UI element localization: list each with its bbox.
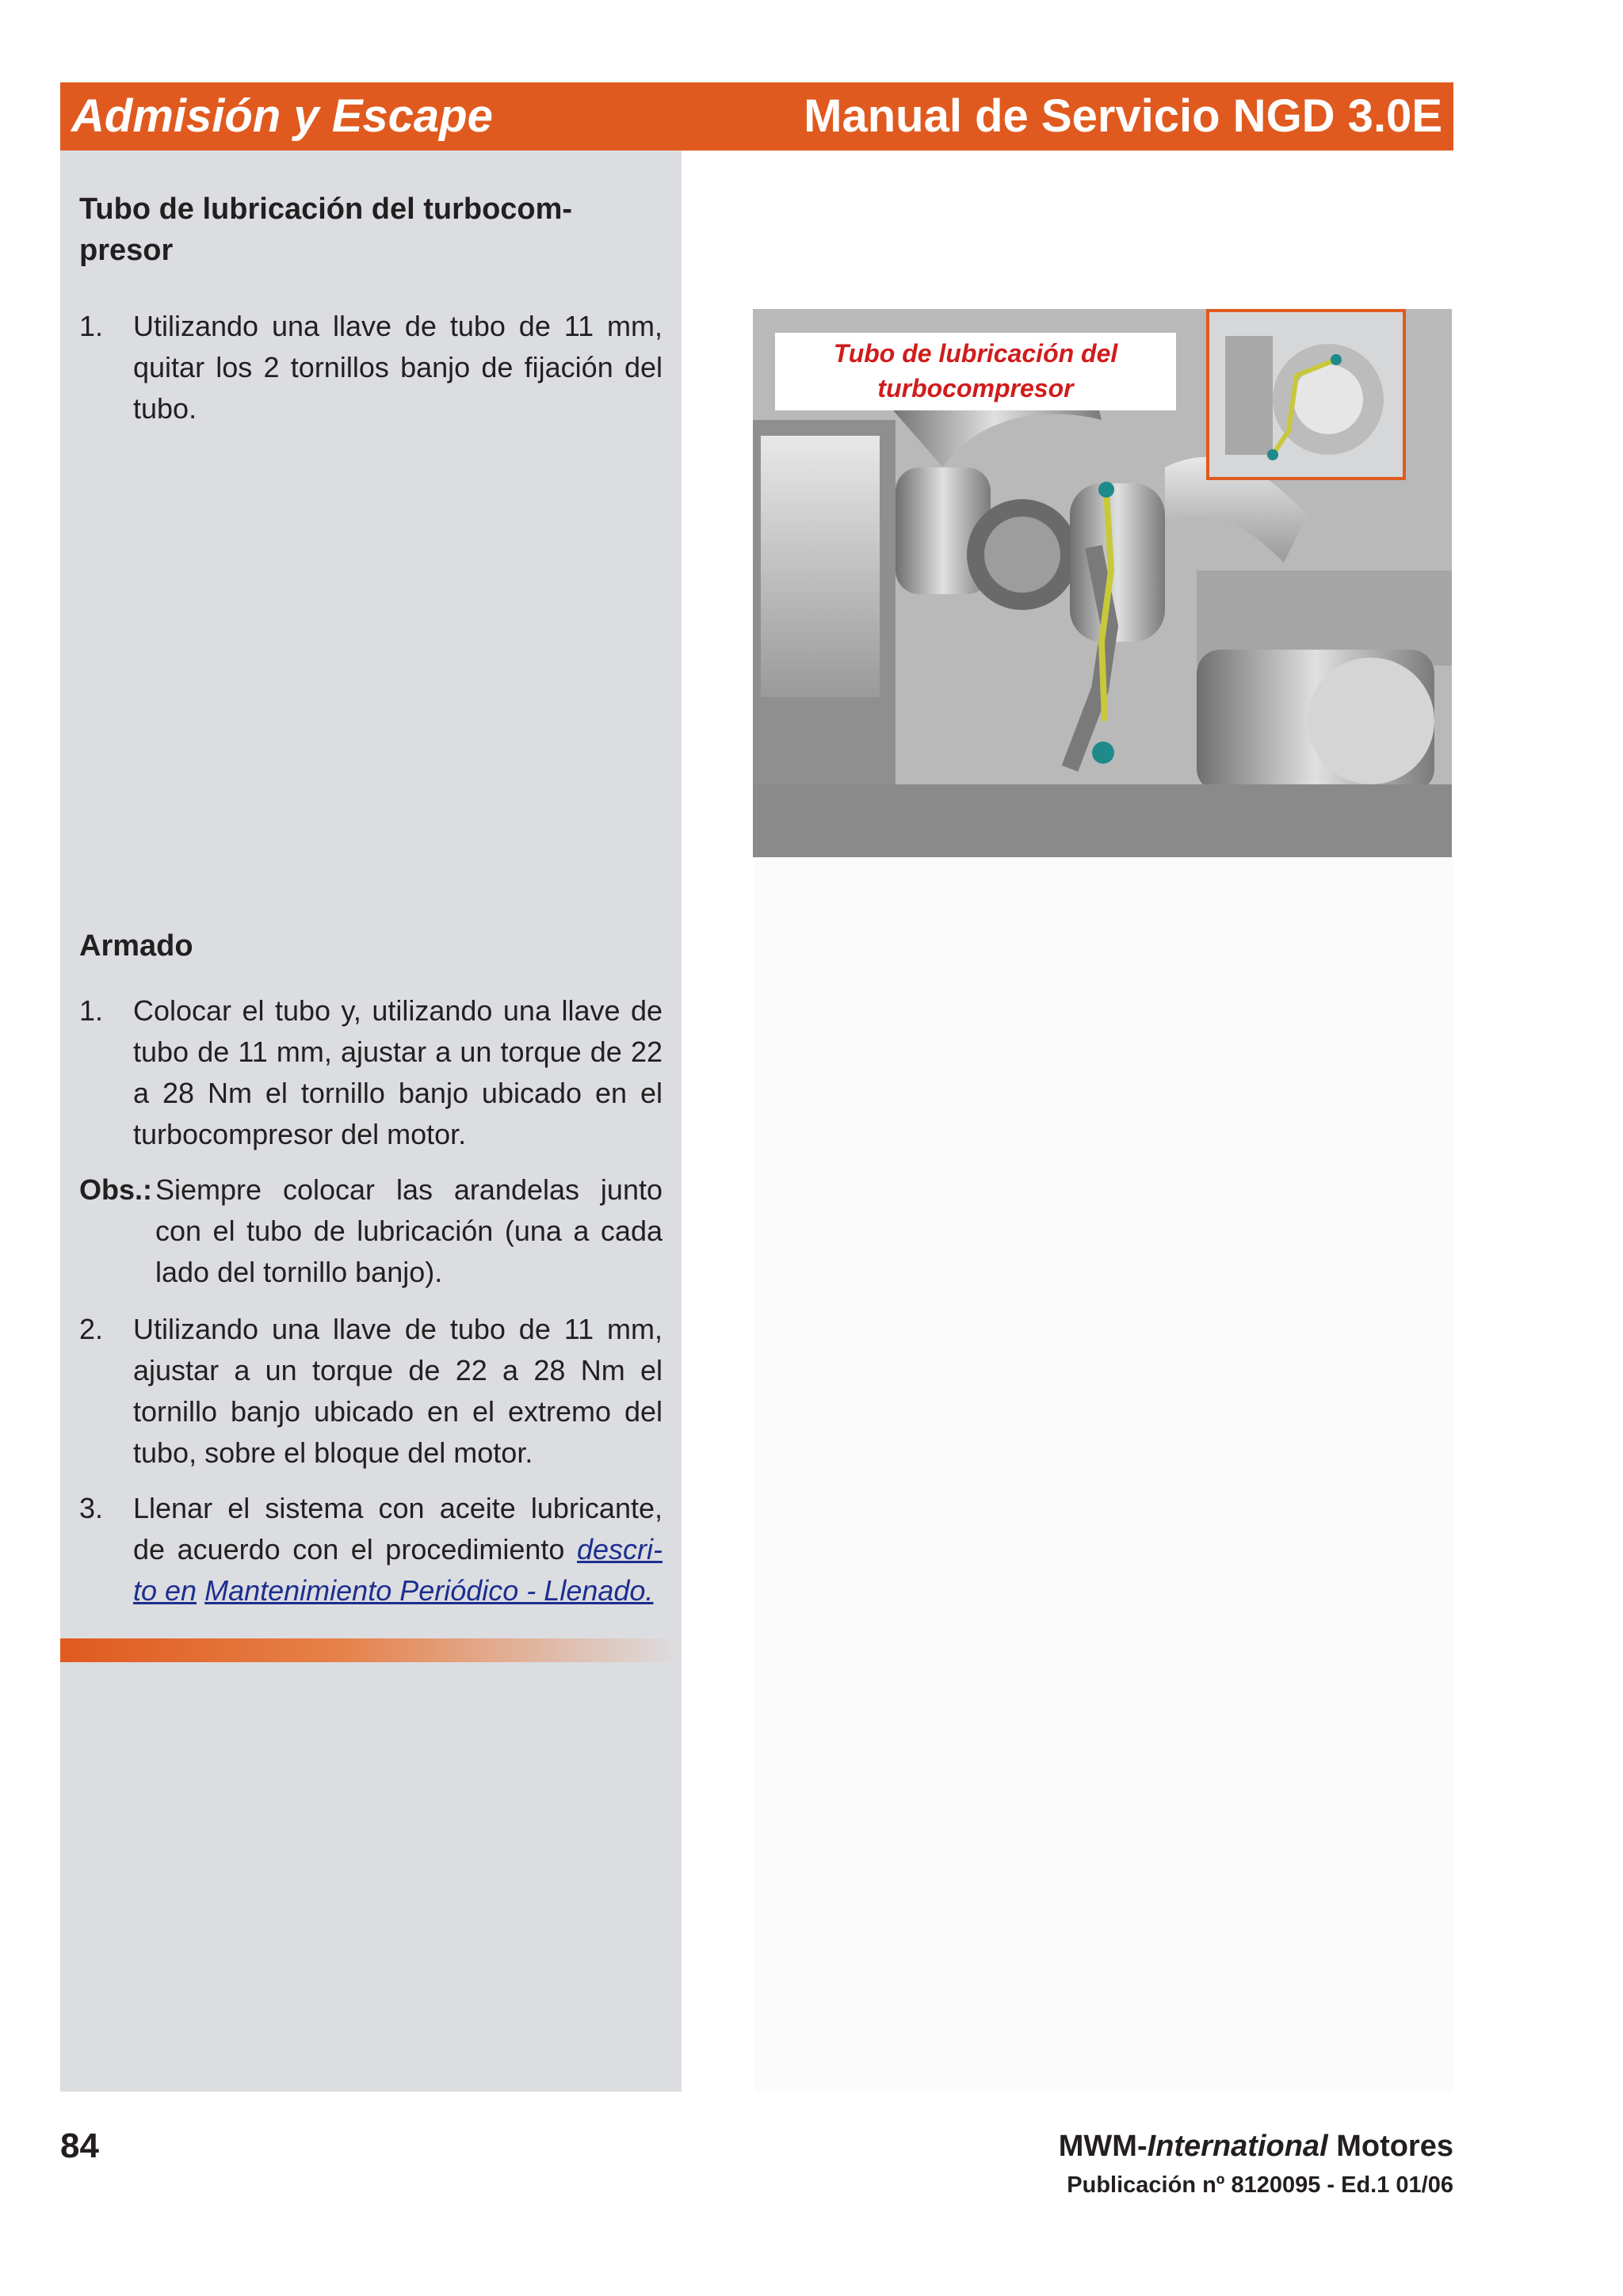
brand-prefix: MWM- [1058, 2130, 1148, 2163]
turbo-lube-pipe-figure [753, 309, 1452, 857]
right-column-background [754, 856, 1453, 2092]
assembly-step-1 [79, 990, 663, 1155]
assembly-title: Armado [79, 929, 193, 963]
section-title: Admisión y Escape [71, 90, 493, 142]
section-divider-bar [60, 1638, 682, 1662]
inset-illustration [1209, 312, 1403, 477]
publication-info: Publicación nº 8120095 - Ed.1 01/06 [1067, 2172, 1453, 2198]
publisher-brand [1059, 2130, 1453, 2164]
obs-text: Siempre colocar las arandelas junto con el tubo de lubricación (una a cada lado del tornillo banjo). [155, 1173, 663, 1288]
callout-line-2: turbocompresor [877, 374, 1074, 402]
manual-title: Manual de Servicio NGD 3.0E [804, 90, 1442, 142]
step-number: 1. [79, 310, 104, 342]
detail-inset [1206, 309, 1406, 480]
step-text-body: Llenar el sistema con aceite lubricante, de acuerdo con el procedimiento [133, 1492, 663, 1566]
page-number: 84 [60, 2126, 99, 2165]
brand-suffix: Motores [1327, 2130, 1453, 2163]
removal-title: Tubo de lubricación del turbocom-presor [79, 193, 573, 267]
brand-italic: International [1147, 2130, 1328, 2163]
procedure-link-part-2[interactable]: Mantenimiento Periódico - Llenado. [204, 1574, 654, 1607]
step-text: Utilizando una llave de tubo de 11 mm, quitar los 2 tornillos banjo de fijación del tubo. [133, 310, 663, 425]
procedure-link-part-1[interactable]: descri-to en [133, 1533, 663, 1607]
assembly-step-3 [79, 1488, 663, 1611]
removal-step-1 [79, 306, 663, 429]
obs-label: Obs.: [79, 1173, 153, 1206]
step-number: 3. [79, 1492, 104, 1524]
step-text: Utilizando una llave de tubo de 11 mm, ajustar a un torque de 22 a 28 Nm el tornillo banjo ubicado en el extremo del tubo, sobre el bloque del motor. [133, 1313, 663, 1469]
assembly-observation [79, 1169, 663, 1293]
callout-line-1: Tubo de lubricación del [833, 339, 1118, 368]
step-text: Colocar el tubo y, utilizando una llave de tubo de 11 mm, ajustar a un torque de 22 a 28 Nm el tornillo banjo ubicado en el turbocompresor del motor. [133, 994, 663, 1150]
figure-callout [775, 333, 1176, 410]
step-number: 2. [79, 1313, 104, 1345]
step-number: 1. [79, 994, 104, 1027]
step-text [133, 1488, 663, 1611]
assembly-step-2 [79, 1309, 663, 1474]
page-header [60, 82, 1453, 151]
